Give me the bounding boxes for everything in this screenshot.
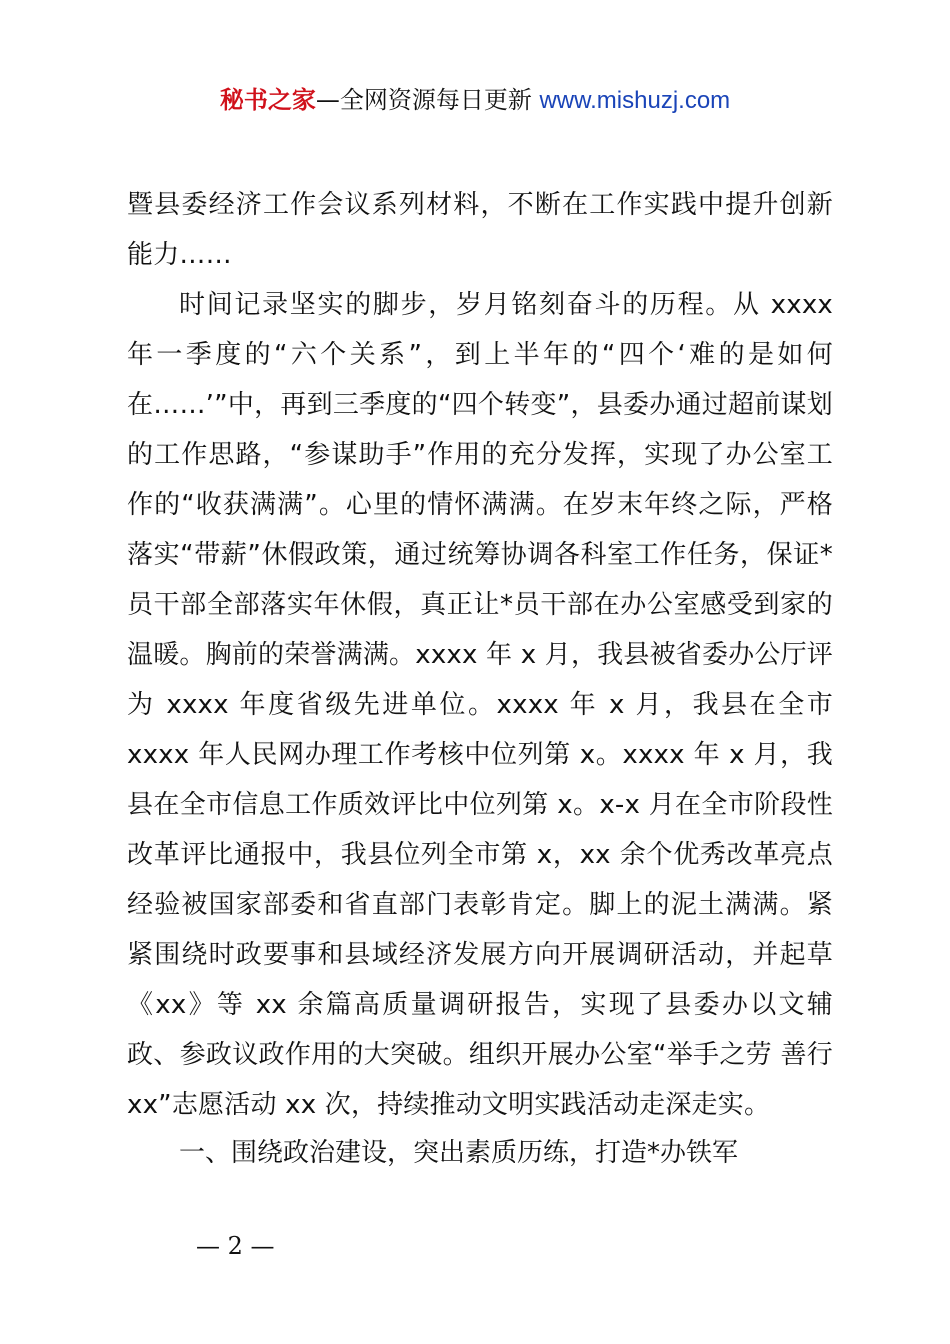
document-body (127, 180, 833, 1130)
brand-name: 秘书之家 (219, 86, 316, 114)
page-number: — 2 — (196, 1232, 275, 1260)
site-url-link[interactable]: www.mishuzj.com (539, 87, 731, 114)
header-tagline: —全网资源每日更新 (315, 86, 532, 114)
paragraph-continuation: 暨县委经济工作会议系列材料，不断在工作实践中提升创新能力…… (127, 190, 833, 270)
paragraph-main: 时间记录坚实的脚步，岁月铭刻奋斗的历程。从 xxxx 年一季度的“六个关系”，到上半年的“四个‘难的是如何在……’”中，再到三季度的“四个转变”，县委办通过超前谋划的工作思路，“参谋助手”作用的充分发挥，实现了办公室工作的“收获满满”。心里的情怀满满。在岁末年终之际，严格落实“带薪”休假政策，通过统筹协调各科室工作任务，保证*员干部全部落实年休假，真正让*员干部在办公室感受到家的温暖。胸前的荣誉满满。xxxx 年 x 月，我县被省委办公厅评为 xxxx 年度省级先进单位。xxxx 年 x 月，我县在全市 xxxx 年人民网办理工作考核中位列第 x。xxxx 年 x 月，我县在全市信息工作质效评比中位列第 x。x-x 月在全市阶段性改革评比通报中，我县位列全市第 x，xx 余个优秀改革亮点经验被国家部委和省直部门表彰肯定。脚上的泥土满满。紧紧围绕时政要事和县域经济发展方向开展调研活动，并起草《xx》等 xx 余篇高质量调研报告，实现了县委办以文辅政、参政议政作用的大突破。组织开展办公室“举手之劳 善行 xx”志愿活动 xx 次，持续推动文明实践活动走深走实。 (127, 290, 833, 1120)
section-heading: 一、围绕政治建设，突出素质历练，打造*办铁军 (179, 1138, 739, 1168)
site-header (0, 80, 950, 115)
